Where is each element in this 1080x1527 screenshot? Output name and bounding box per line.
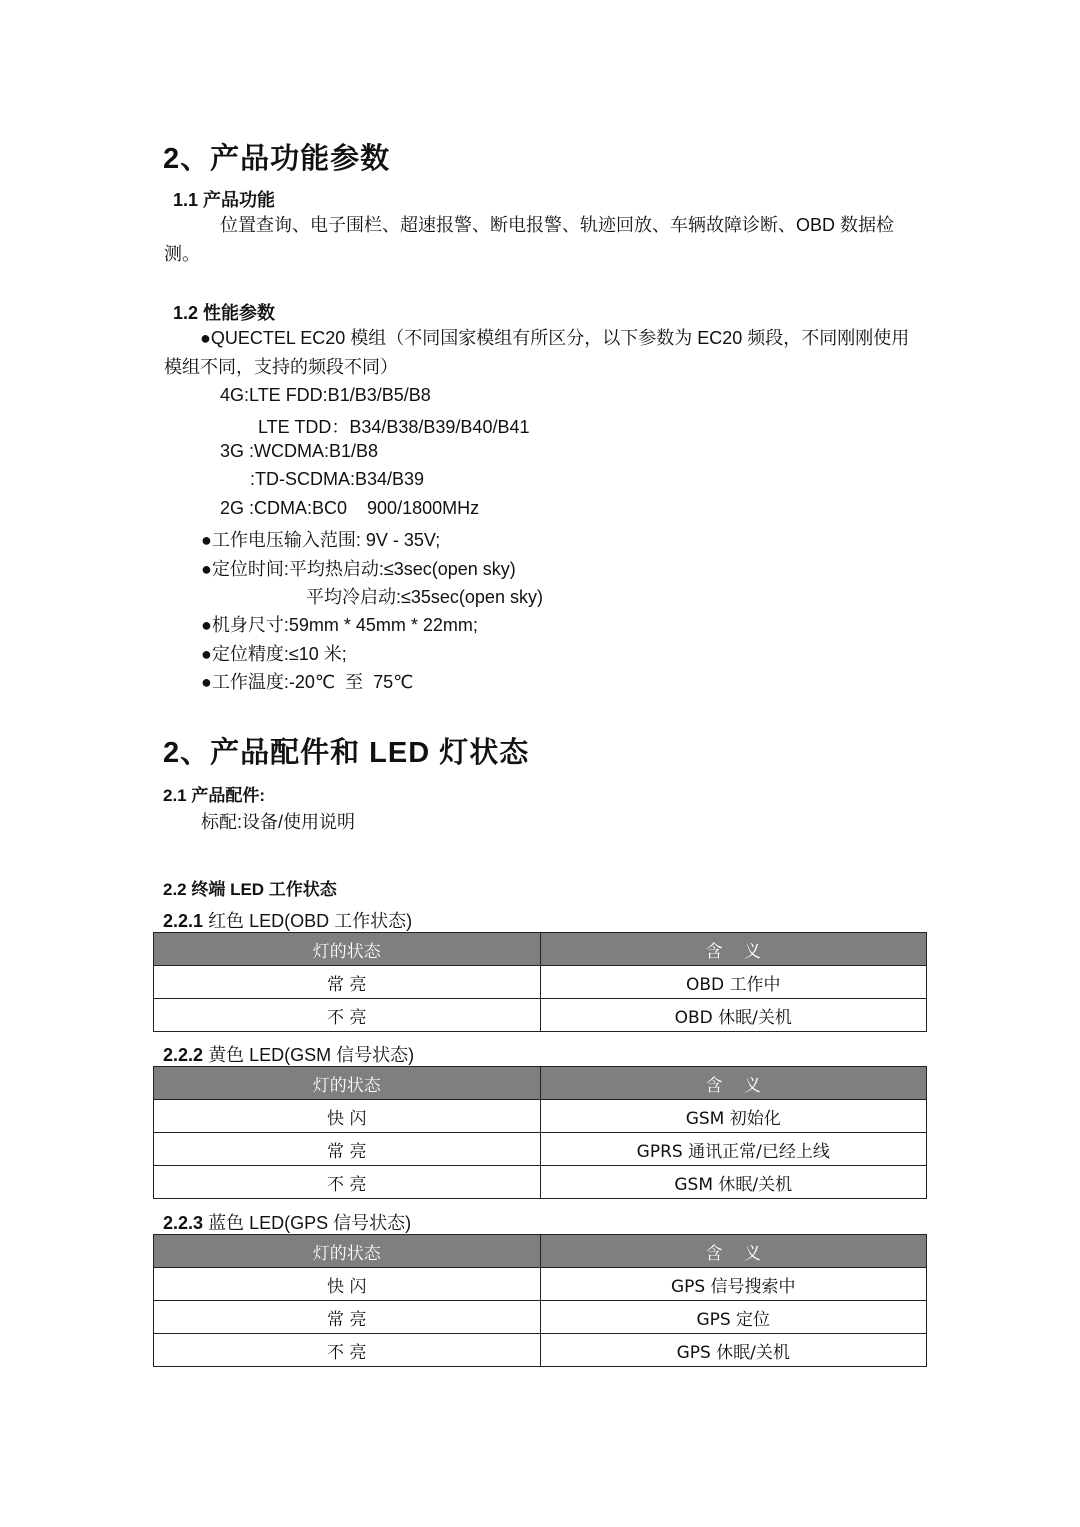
table-row — [154, 1301, 927, 1334]
band-line: LTE TDD：B34/B38/B39/B40/B41 — [258, 417, 530, 437]
accessories-heading: 2.1 产品配件: — [163, 786, 266, 805]
spec-bullet: 平均冷启动:≤35sec(open sky) — [306, 587, 543, 607]
module-paragraph: ●QUECTEL EC20 模组（不同国家模组有所区分，以下参数为 EC20 频段，不同刚刚使用模组不同，支持的频段不同） — [164, 328, 910, 377]
led-table-red — [153, 932, 927, 1032]
table-cell: 常 亮 — [154, 966, 541, 999]
table-row — [154, 1166, 927, 1199]
sub1-heading: 1.1 产品功能 — [173, 190, 276, 210]
table-cell: OBD 工作中 — [540, 966, 927, 999]
table-cell: GPS 休眠/关机 — [540, 1334, 927, 1367]
table-cell: GPS 定位 — [540, 1301, 927, 1334]
column-header: 灯的状态 — [154, 933, 541, 966]
accessories-body: 标配:设备/使用说明 — [201, 812, 356, 832]
table-caption: 2.2.3 蓝色 LED(GPS 信号状态) — [163, 1213, 412, 1233]
sub1-body — [164, 211, 918, 269]
table-cell: 常 亮 — [154, 1301, 541, 1334]
table-row — [154, 966, 927, 999]
spec-bullet: ●定位时间:平均热启动:≤3sec(open sky) — [201, 559, 516, 579]
table-header-row — [154, 1235, 927, 1268]
column-header: 灯的状态 — [154, 1235, 541, 1268]
table-row — [154, 1100, 927, 1133]
table-cell: 不 亮 — [154, 1166, 541, 1199]
led-table-blue — [153, 1234, 927, 1367]
sub2-heading: 1.2 性能参数 — [173, 303, 276, 323]
section1-heading: 2、产品功能参数 — [163, 143, 391, 175]
table-cell: GSM 初始化 — [540, 1100, 927, 1133]
table-cell: 不 亮 — [154, 1334, 541, 1367]
spec-bullet: ●工作温度:-20℃ 至 75℃ — [201, 672, 414, 692]
band-line: 4G:LTE FDD:B1/B3/B5/B8 — [220, 385, 431, 405]
table-row — [154, 1268, 927, 1301]
band-line: :TD-SCDMA:B34/B39 — [250, 469, 425, 489]
sub1-body-text: 位置查询、电子围栏、超速报警、断电报警、轨迹回放、车辆故障诊断、OBD 数据检测。 — [164, 215, 895, 264]
spec-bullet: ●机身尺寸:59mm * 45mm * 22mm; — [201, 615, 478, 635]
column-header: 含 义 — [540, 1235, 927, 1268]
table-row — [154, 1334, 927, 1367]
table-cell: 快 闪 — [154, 1100, 541, 1133]
spec-bullet: ●定位精度:≤10 米; — [201, 644, 347, 664]
column-header: 含 义 — [540, 1067, 927, 1100]
table-header-row — [154, 933, 927, 966]
table-cell: OBD 休眠/关机 — [540, 999, 927, 1032]
column-header: 灯的状态 — [154, 1067, 541, 1100]
table-caption: 2.2.2 黄色 LED(GSM 信号状态) — [163, 1045, 415, 1065]
led-heading: 2.2 终端 LED 工作状态 — [163, 880, 337, 899]
table-row — [154, 1133, 927, 1166]
band-line: 3G :WCDMA:B1/B8 — [220, 441, 379, 461]
table-row — [154, 999, 927, 1032]
table-caption: 2.2.1 红色 LED(OBD 工作状态) — [163, 911, 413, 931]
table-header-row — [154, 1067, 927, 1100]
led-table-yellow — [153, 1066, 927, 1199]
table-cell: 常 亮 — [154, 1133, 541, 1166]
column-header: 含 义 — [540, 933, 927, 966]
table-cell: GSM 休眠/关机 — [540, 1166, 927, 1199]
table-cell: 快 闪 — [154, 1268, 541, 1301]
table-cell: GPRS 通讯正常/已经上线 — [540, 1133, 927, 1166]
band-line: 2G :CDMA:BC0 900/1800MHz — [220, 498, 480, 518]
table-cell: 不 亮 — [154, 999, 541, 1032]
table-cell: GPS 信号搜索中 — [540, 1268, 927, 1301]
section2-heading: 2、产品配件和 LED 灯状态 — [163, 737, 530, 769]
spec-bullet: ●工作电压输入范围: 9V - 35V; — [201, 530, 441, 550]
